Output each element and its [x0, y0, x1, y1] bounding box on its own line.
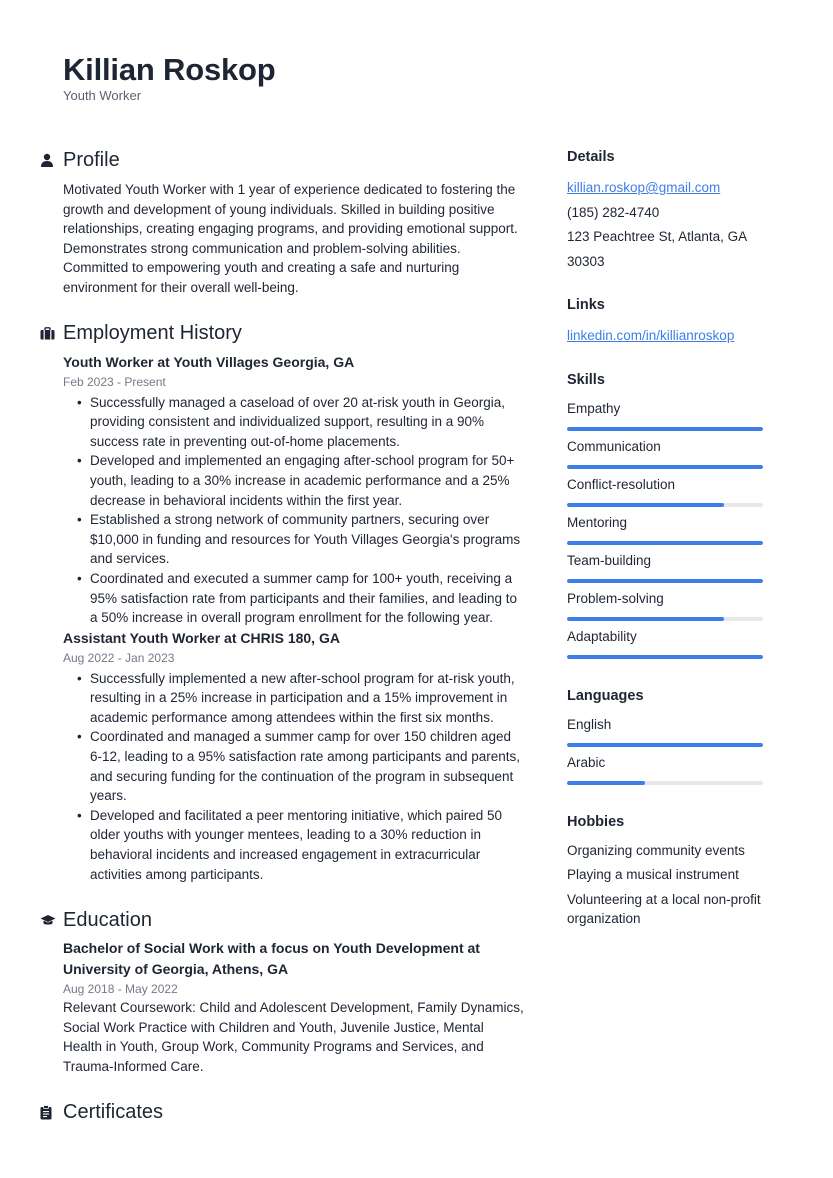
languages-section	[567, 685, 787, 791]
bullet-item: • Developed and facilitated a peer mentoring initiative, which paired 50 older youths with younger mentees, leading to a 30% reduction in behavioral incidents and increased engagement in extracurricular activities among participants.	[90, 806, 524, 884]
job-bullets	[40, 669, 524, 885]
skill-level-fill	[567, 465, 763, 469]
skill-item	[567, 437, 787, 475]
employment-heading: Employment History	[63, 322, 242, 345]
clipboard-icon	[40, 1105, 63, 1120]
profile-header	[40, 146, 524, 174]
bullet-item: • Established a strong network of community partners, securing over $10,000 in funding and resources for Youth Villages Georgia's programs and services.	[90, 510, 524, 569]
linkedin-link[interactable]: linkedin.com/in/killianroskop	[567, 328, 735, 343]
job-entry	[40, 352, 524, 628]
languages-list	[567, 715, 787, 791]
degree-title: Bachelor of Social Work with a focus on Youth Development at University of Georgia, Athens, GA	[63, 940, 480, 978]
bullet-item: • Coordinated and managed a summer camp for over 150 children aged 6-12, leading to a 95% satisfaction rate among participants and parents, and securing funding for the continuation of the program in subsequent years.	[90, 727, 524, 805]
job-entry	[40, 628, 524, 885]
skills-heading: Skills	[567, 371, 605, 388]
skill-level-bar	[567, 427, 763, 431]
links-section	[567, 294, 787, 349]
skill-level-bar	[567, 617, 763, 621]
certificates-heading: Certificates	[63, 1101, 164, 1124]
certificates-section	[40, 1099, 524, 1127]
sidebar	[567, 146, 787, 949]
education-text: Relevant Coursework: Child and Adolescent Development, Family Dynamics, Social Work Practice with Children and Youth, Juvenile Justice, Mental Health in Youth, Group Work, Community Programs and Services, and Trauma-Informed Care.	[63, 1000, 524, 1074]
candidate-name: Killian Roskop	[63, 52, 276, 87]
job-title: Youth Worker at Youth Villages Georgia, GA	[63, 353, 355, 370]
language-label: English	[567, 716, 612, 732]
profile-text: Motivated Youth Worker with 1 year of experience dedicated to fostering the growth and development of young individuals. Skilled in building positive relationships, creating engaging programs, and providing emotional support. Demonstrates strong communication and problem-solving abilities. Committed to empowering youth and creating a safe and nurturing environment for their overall well-being.	[63, 182, 518, 295]
skill-label: Empathy	[567, 400, 621, 416]
skill-item	[567, 551, 787, 589]
details-heading: Details	[567, 149, 615, 165]
skill-label: Problem-solving	[567, 590, 664, 606]
language-level-bar	[567, 743, 763, 747]
language-item	[567, 715, 787, 753]
skill-label: Conflict-resolution	[567, 476, 676, 492]
skill-level-fill	[567, 541, 763, 545]
hobbies-section	[567, 811, 787, 929]
bullet-item: • Successfully managed a caseload of over 20 at-risk youth in Georgia, providing consistent and individualized support, resulting in a 90% success rate in preventing out-of-home placements.	[90, 393, 524, 452]
bullet-item: • Coordinated and executed a summer camp for 100+ youth, receiving a 95% satisfaction rate from participants and their families, and leading to a 50% increase in overall program enrollment for the following year.	[90, 569, 524, 628]
education-heading: Education	[63, 908, 152, 931]
candidate-title: Youth Worker	[63, 88, 142, 103]
skill-label: Mentoring	[567, 514, 628, 530]
main-column	[40, 146, 524, 1149]
skill-level-bar	[567, 655, 763, 659]
job-title: Assistant Youth Worker at CHRIS 180, GA	[63, 629, 340, 646]
briefcase-icon	[40, 327, 63, 340]
skill-item	[567, 513, 787, 551]
skill-level-bar	[567, 579, 763, 583]
hobby-item: Volunteering at a local non-profit organization	[567, 891, 761, 927]
links-heading: Links	[567, 297, 605, 313]
details-section	[567, 146, 787, 274]
education-section	[40, 906, 524, 1076]
skill-label: Communication	[567, 438, 661, 454]
hobbies-heading: Hobbies	[567, 813, 625, 830]
skills-section	[567, 369, 787, 665]
education-dates: Aug 2018 - May 2022	[63, 982, 178, 997]
person-icon	[40, 153, 63, 167]
language-item	[567, 753, 787, 791]
hobbies-list	[567, 841, 787, 929]
skill-level-fill	[567, 617, 724, 621]
education-header	[40, 906, 524, 934]
employment-section	[40, 320, 524, 885]
phone-number: (185) 282-4740	[567, 204, 660, 220]
skill-item	[567, 627, 787, 665]
bullet-item: • Successfully implemented a new after-school program for at-risk youth, resulting in a 25% increase in participation and a 15% improvement in academic performance among attendees within the first six months.	[90, 669, 524, 728]
skill-label: Team-building	[567, 552, 652, 568]
skill-level-bar	[567, 503, 763, 507]
profile-heading: Profile	[63, 148, 120, 171]
job-dates: Feb 2023 - Present	[63, 374, 166, 389]
certificates-header	[40, 1099, 524, 1127]
language-level-bar	[567, 781, 763, 785]
skill-item	[567, 589, 787, 627]
languages-heading: Languages	[567, 687, 644, 704]
skill-level-fill	[567, 503, 724, 507]
employment-header	[40, 320, 524, 348]
address: 123 Peachtree St, Atlanta, GA 30303	[567, 229, 747, 269]
job-bullets	[40, 393, 524, 628]
skill-level-fill	[567, 427, 763, 431]
skills-list	[567, 399, 787, 665]
hobby-item: Playing a musical instrument	[567, 867, 739, 883]
profile-section	[40, 146, 524, 298]
skill-label: Adaptability	[567, 628, 637, 644]
skill-level-fill	[567, 655, 763, 659]
job-dates: Aug 2022 - Jan 2023	[63, 650, 175, 665]
skill-level-bar	[567, 465, 763, 469]
language-level-fill	[567, 743, 763, 747]
skill-item	[567, 475, 787, 513]
language-label: Arabic	[567, 754, 606, 770]
email-link[interactable]: killian.roskop@gmail.com	[567, 180, 721, 195]
skill-level-bar	[567, 541, 763, 545]
skill-item	[567, 399, 787, 437]
language-level-fill	[567, 781, 645, 785]
skill-level-fill	[567, 579, 763, 583]
graduation-cap-icon	[40, 914, 63, 926]
bullet-item: • Developed and implemented an engaging after-school program for 50+ youth, leading to a 30% increase in academic performance and a 25% decrease in behavioral incidents within the first year.	[90, 451, 524, 510]
hobby-item: Organizing community events	[567, 842, 745, 858]
